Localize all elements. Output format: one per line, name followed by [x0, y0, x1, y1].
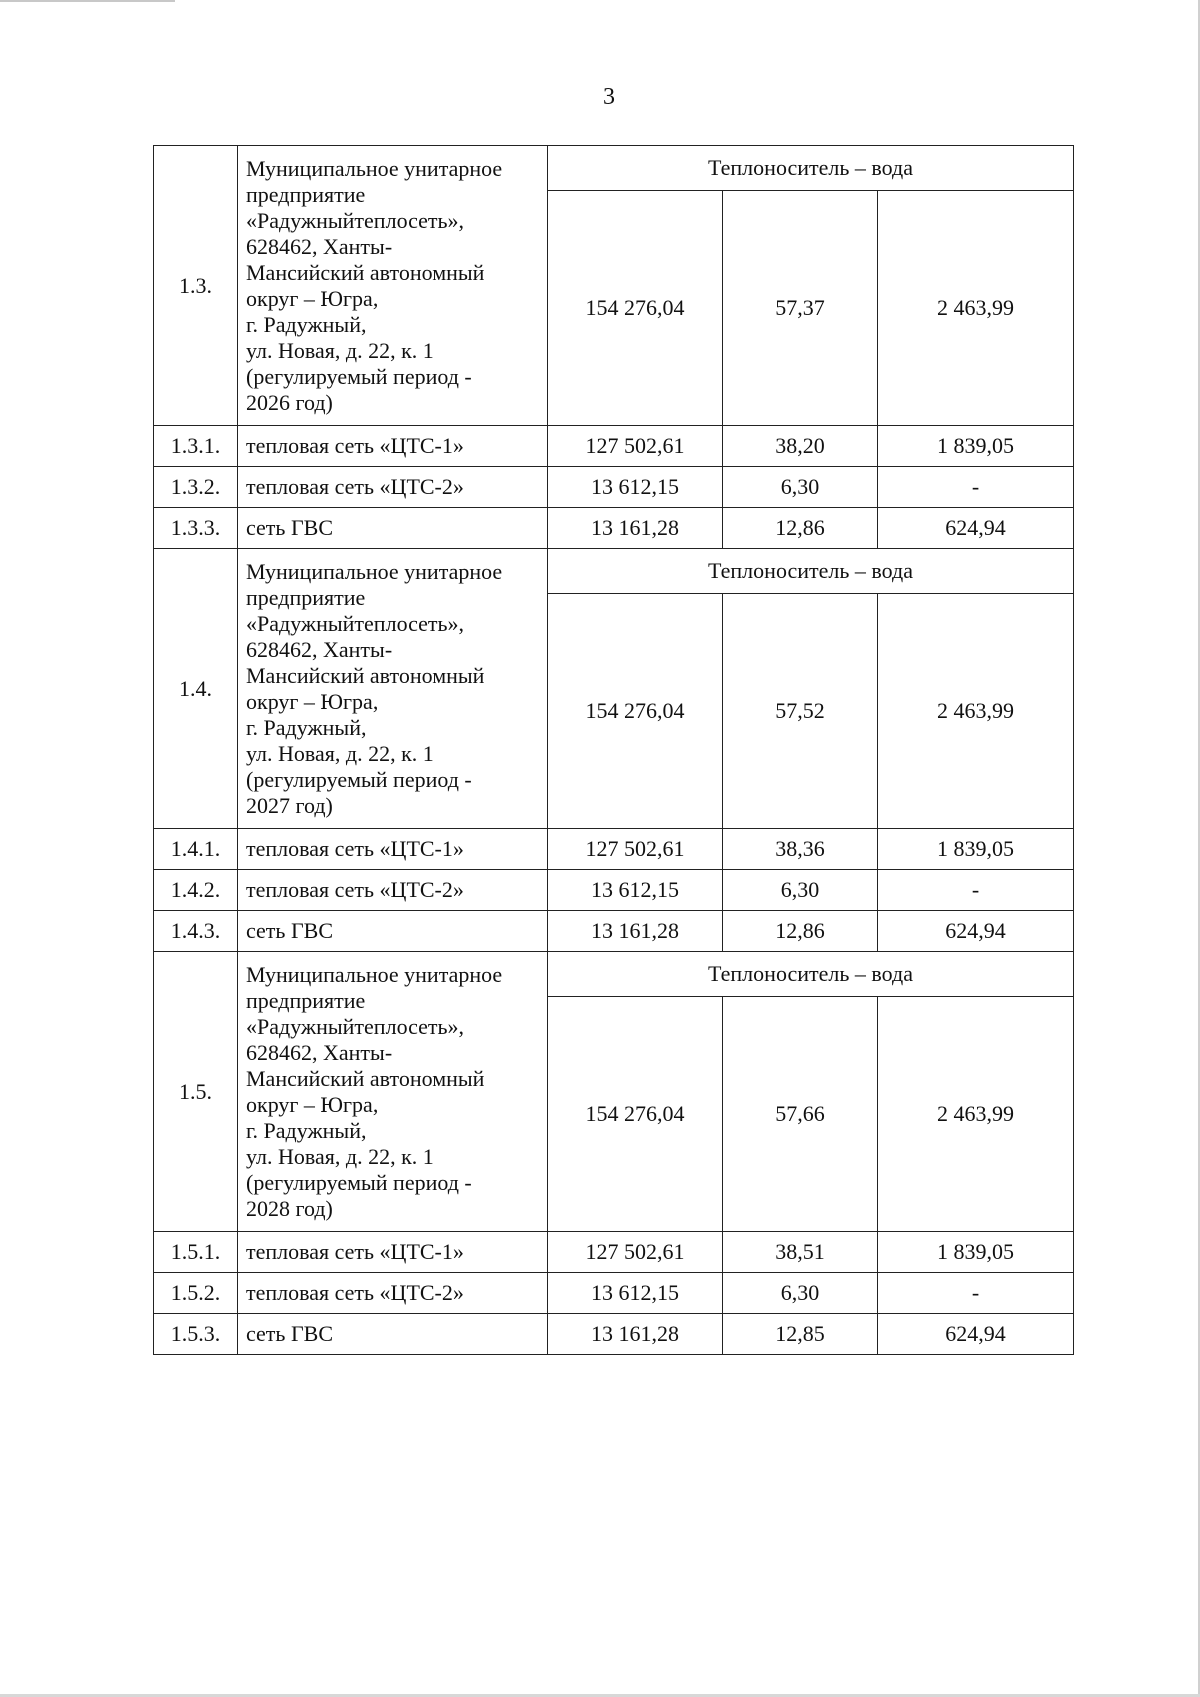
org-line: «Радужныйтеплосеть», [246, 207, 465, 233]
value-cell: 624,94 [878, 911, 1074, 952]
org-line: 628462, Ханты- [246, 636, 393, 662]
org-line: предприятие [246, 987, 366, 1013]
table-row [154, 1232, 1074, 1273]
org-line: Мансийский автономный [246, 1065, 485, 1091]
row-number: 1.5.3. [154, 1314, 238, 1355]
value-cell: 12,85 [723, 1314, 878, 1355]
row-name: тепловая сеть «ЦТС-1» [238, 1232, 548, 1273]
org-line: ул. Новая, д. 22, к. 1 [246, 1143, 434, 1169]
value-cell: 154 276,04 [548, 191, 723, 426]
organization-cell [238, 146, 548, 426]
org-line: округ – Югра, [246, 1091, 379, 1117]
org-line: ул. Новая, д. 22, к. 1 [246, 740, 434, 766]
org-line: (регулируемый период - [246, 1169, 472, 1195]
value-cell: 624,94 [878, 508, 1074, 549]
group-header-row [154, 146, 1074, 191]
carrier-label: Теплоноситель – вода [548, 952, 1074, 997]
value-cell: - [878, 870, 1074, 911]
value-cell: 2 463,99 [878, 594, 1074, 829]
value-cell: 13 612,15 [548, 1273, 723, 1314]
table-row [154, 911, 1074, 952]
value-cell: 6,30 [723, 467, 878, 508]
org-line: предприятие [246, 584, 366, 610]
value-cell: 57,52 [723, 594, 878, 829]
org-line: Муниципальное унитарное [246, 558, 503, 584]
org-line: (регулируемый период - [246, 766, 472, 792]
row-name: сеть ГВС [238, 911, 548, 952]
org-line: 2027 год) [246, 792, 333, 818]
row-number: 1.3.2. [154, 467, 238, 508]
value-cell: 154 276,04 [548, 594, 723, 829]
value-cell: 127 502,61 [548, 426, 723, 467]
org-line: Муниципальное унитарное [246, 155, 503, 181]
value-cell: 13 161,28 [548, 508, 723, 549]
row-number: 1.5.2. [154, 1273, 238, 1314]
tariff-table [153, 145, 1074, 1355]
group-header-row [154, 549, 1074, 594]
value-cell: 2 463,99 [878, 997, 1074, 1232]
value-cell: 57,37 [723, 191, 878, 426]
row-name: сеть ГВС [238, 1314, 548, 1355]
value-cell: 2 463,99 [878, 191, 1074, 426]
group-number: 1.5. [154, 952, 238, 1232]
table-row [154, 467, 1074, 508]
value-cell: 12,86 [723, 508, 878, 549]
table-row [154, 829, 1074, 870]
value-cell: 6,30 [723, 870, 878, 911]
row-name: тепловая сеть «ЦТС-2» [238, 870, 548, 911]
org-line: г. Радужный, [246, 311, 367, 337]
org-line: 628462, Ханты- [246, 233, 393, 259]
row-name: тепловая сеть «ЦТС-2» [238, 1273, 548, 1314]
org-line: Муниципальное унитарное [246, 961, 503, 987]
org-line: 2026 год) [246, 389, 333, 415]
row-number: 1.5.1. [154, 1232, 238, 1273]
row-name: тепловая сеть «ЦТС-2» [238, 467, 548, 508]
table-row [154, 1314, 1074, 1355]
org-line: округ – Югра, [246, 285, 379, 311]
org-line: г. Радужный, [246, 1117, 367, 1143]
value-cell: 1 839,05 [878, 426, 1074, 467]
row-number: 1.4.3. [154, 911, 238, 952]
value-cell: 57,66 [723, 997, 878, 1232]
value-cell: 38,36 [723, 829, 878, 870]
value-cell: 154 276,04 [548, 997, 723, 1232]
value-cell: 13 161,28 [548, 1314, 723, 1355]
row-name: сеть ГВС [238, 508, 548, 549]
org-line: «Радужныйтеплосеть», [246, 1013, 465, 1039]
group-number: 1.4. [154, 549, 238, 829]
value-cell: 38,51 [723, 1232, 878, 1273]
table-row [154, 508, 1074, 549]
org-line: Мансийский автономный [246, 259, 485, 285]
value-cell: 6,30 [723, 1273, 878, 1314]
table-row [154, 426, 1074, 467]
row-name: тепловая сеть «ЦТС-1» [238, 829, 548, 870]
page-number: 3 [603, 84, 615, 110]
value-cell: 13 161,28 [548, 911, 723, 952]
org-line: г. Радужный, [246, 714, 367, 740]
row-number: 1.4.1. [154, 829, 238, 870]
org-line: округ – Югра, [246, 688, 379, 714]
value-cell: - [878, 467, 1074, 508]
value-cell: 13 612,15 [548, 870, 723, 911]
value-cell: 127 502,61 [548, 829, 723, 870]
org-line: (регулируемый период - [246, 363, 472, 389]
value-cell: - [878, 1273, 1074, 1314]
org-line: предприятие [246, 181, 366, 207]
org-line: ул. Новая, д. 22, к. 1 [246, 337, 434, 363]
carrier-label: Теплоноситель – вода [548, 549, 1074, 594]
row-number: 1.3.1. [154, 426, 238, 467]
org-line: 628462, Ханты- [246, 1039, 393, 1065]
organization-cell [238, 952, 548, 1232]
value-cell: 12,86 [723, 911, 878, 952]
org-line: «Радужныйтеплосеть», [246, 610, 465, 636]
table-row [154, 870, 1074, 911]
value-cell: 13 612,15 [548, 467, 723, 508]
value-cell: 1 839,05 [878, 1232, 1074, 1273]
carrier-label: Теплоноситель – вода [548, 146, 1074, 191]
group-header-row [154, 952, 1074, 997]
scan-edge-top [0, 0, 175, 2]
value-cell: 38,20 [723, 426, 878, 467]
group-number: 1.3. [154, 146, 238, 426]
value-cell: 1 839,05 [878, 829, 1074, 870]
org-line: 2028 год) [246, 1195, 333, 1221]
table-row [154, 1273, 1074, 1314]
value-cell: 624,94 [878, 1314, 1074, 1355]
row-number: 1.4.2. [154, 870, 238, 911]
org-line: Мансийский автономный [246, 662, 485, 688]
row-name: тепловая сеть «ЦТС-1» [238, 426, 548, 467]
value-cell: 127 502,61 [548, 1232, 723, 1273]
row-number: 1.3.3. [154, 508, 238, 549]
organization-cell [238, 549, 548, 829]
